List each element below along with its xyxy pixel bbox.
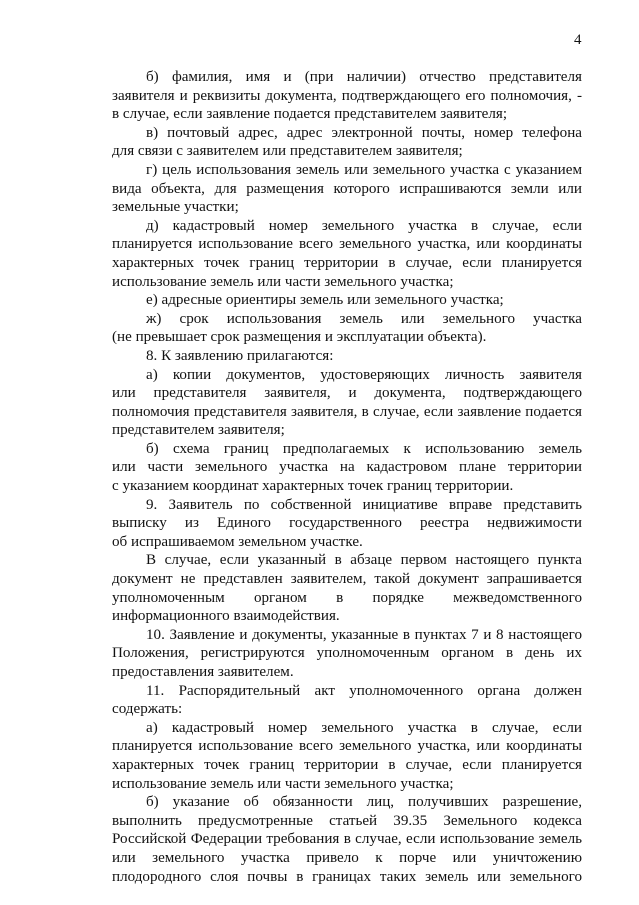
text-line: 10. Заявление и документы, указанные в пунктах 7 и 8 настоящего xyxy=(146,626,582,643)
paragraph-point-11-b xyxy=(112,793,582,886)
text-line: выполнить предусмотренные статьей 39.35 Земельного кодекса xyxy=(112,812,582,829)
text-line: г) цель использования земель или земельного участка с указанием xyxy=(146,161,582,178)
paragraph-point-8-a xyxy=(112,366,582,440)
text-line: характерных точек границ территории в случае, если планируется xyxy=(112,756,582,773)
text-line: 9. Заявитель по собственной инициативе вправе представить xyxy=(146,496,582,513)
paragraph-point-10 xyxy=(112,626,582,682)
paragraph-point-9 xyxy=(112,496,582,552)
text-line: с указанием координат характерных точек границ территории. xyxy=(112,478,514,495)
text-line: е) адресные ориентиры земель или земельного участка; xyxy=(146,292,504,309)
text-line: использование земель или части земельного участка; xyxy=(112,775,454,792)
text-line: или земельного участка привело к порче или уничтожению xyxy=(112,849,582,866)
text-line: Российской Федерации требования в случае, если использование земель xyxy=(112,831,582,848)
text-line: содержать: xyxy=(112,701,183,718)
document-body xyxy=(112,68,582,886)
paragraph-point-8-b xyxy=(112,440,582,496)
text-line: 8. К заявлению прилагаются: xyxy=(146,347,334,364)
text-line: уполномоченным органом в порядке межведомственного xyxy=(112,589,582,606)
paragraph-point-8 xyxy=(112,347,582,366)
page-number: 4 xyxy=(574,32,582,48)
paragraph-item-v-address xyxy=(112,124,582,161)
text-line: б) фамилия, имя и (при наличии) отчество представителя xyxy=(146,69,582,85)
text-line: 11. Распорядительный акт уполномоченного органа должен xyxy=(146,682,582,699)
paragraph-item-e-landmarks xyxy=(112,291,582,310)
paragraph-point-11-a xyxy=(112,719,582,793)
text-line: в) почтовый адрес, адрес электронной почты, номер телефона xyxy=(146,124,582,141)
paragraph-item-d-cadastral xyxy=(112,217,582,291)
text-line: характерных точек границ территории в случае, если планируется xyxy=(112,254,582,271)
text-line: вида объекта, для размещения которого испрашиваются земли или xyxy=(112,180,582,197)
paragraph-item-zh-term xyxy=(112,310,582,347)
text-line: плодородного слоя почвы в границах таких земель или земельного xyxy=(112,868,582,885)
text-line: об испрашиваемом земельном участке. xyxy=(112,533,363,550)
text-line: а) кадастровый номер земельного участка в случае, если xyxy=(146,719,582,736)
text-line: предоставления заявителем. xyxy=(112,664,294,680)
text-line: документ не представлен заявителем, такой документ запрашивается xyxy=(112,571,582,588)
paragraph-point-9-note xyxy=(112,551,582,625)
text-line: б) схема границ предполагаемых к использованию земель xyxy=(146,440,582,457)
text-line: заявителя и реквизиты документа, подтверждающего его полномочия, - xyxy=(112,87,582,104)
text-line: В случае, если указанный в абзаце первом настоящего пункта xyxy=(146,552,582,569)
paragraph-point-11 xyxy=(112,682,582,719)
text-line: земельные участки; xyxy=(112,199,239,216)
text-line: (не превышает срок размещения и эксплуатации объекта). xyxy=(112,329,487,346)
paragraph-item-b-fio xyxy=(112,68,582,124)
text-line: или части земельного участка на кадастровом плане территории xyxy=(112,459,582,476)
text-line: выписку из Единого государственного реестра недвижимости xyxy=(112,515,582,532)
text-line: ж) срок использования земель или земельного участка xyxy=(146,310,582,327)
text-line: для связи с заявителем или представителем заявителя; xyxy=(112,143,463,160)
text-line: Положения, регистрируются уполномоченным органом в день их xyxy=(112,645,582,662)
text-line: представителем заявителя; xyxy=(112,422,285,439)
text-line: б) указание об обязанности лиц, получивших разрешение, xyxy=(146,794,582,811)
text-line: а) копии документов, удостоверяющих личность заявителя xyxy=(146,366,582,383)
paragraph-item-g-purpose xyxy=(112,161,582,217)
text-line: планируется использование всего земельного участка, или координаты xyxy=(112,738,582,755)
text-line: полномочия представителя заявителя, в случае, если заявление подается xyxy=(112,403,582,420)
text-line: использование земель или части земельного участка; xyxy=(112,273,454,290)
text-line: д) кадастровый номер земельного участка в случае, если xyxy=(146,217,582,234)
text-line: или представителя заявителя, и документа, подтверждающего xyxy=(112,385,582,402)
text-line: в случае, если заявление подается представителем заявителя; xyxy=(112,106,508,123)
text-line: планируется использование всего земельного участка, или координаты xyxy=(112,236,582,253)
text-line: информационного взаимодействия. xyxy=(112,608,340,625)
